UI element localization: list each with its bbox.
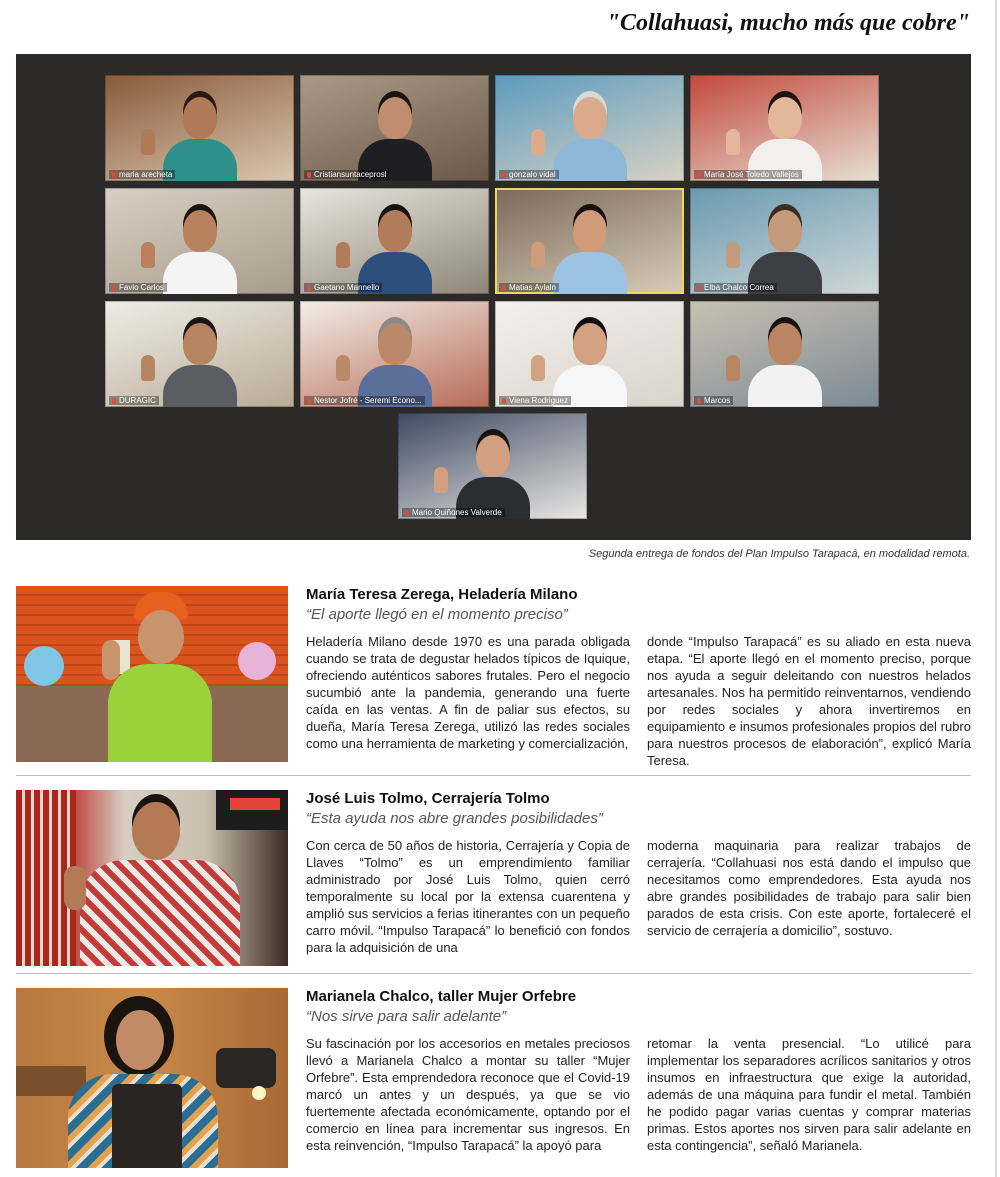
section-divider [16, 973, 971, 974]
participant-tile [495, 301, 684, 407]
profile-cerrajeria-tolmo [16, 790, 971, 970]
participant-name: Cristiansuntaceprosl [314, 170, 387, 179]
profile-name: María Teresa Zerega, Heladería Milano [306, 586, 578, 603]
mic-icon [697, 398, 701, 404]
profile-quote: “Nos sirve para salir adelante” [306, 1008, 507, 1025]
participant-name: Elba Chalco Correa [704, 283, 774, 292]
participant-figure [155, 311, 245, 407]
page-edge-rule [995, 0, 997, 1177]
participant-tile [105, 188, 294, 294]
profile-heladeria-milano [16, 586, 971, 766]
participant-figure [448, 423, 538, 519]
participant-name: Matias Aylaln [509, 283, 556, 292]
article-column-right: donde “Impulso Tarapacá” es su aliado en esta nueva etapa. “El aporte llegó en el momento preciso, porque nos ayuda a seguir deleitando con nuestros helados artesanales. Nos ha permitido reinventarnos, vendiendo por redes sociales y ahora invertiremos en equipamiento e insumos profesionales propios del rubro para nuestros procesos de elaboración”, explicó María Teresa. [647, 634, 971, 768]
mic-icon [307, 172, 311, 178]
participant-name: Gaetano Mannello [314, 283, 380, 292]
participant-tile [300, 75, 489, 181]
participant-figure [155, 198, 245, 294]
article-column-right: moderna maquinaria para realizar trabajos de cerrajería. “Collahuasi nos está dando el impulso que necesitamos como emprendedores. Esta ayuda nos abre grandes posibilidades de trabajo para salir bien parados de esta crisis. Con este aporte, fortaleceré el servicio de cerrajería a domicilio”, sostuvo. [647, 838, 971, 938]
participant-tile-active-speaker [495, 188, 684, 294]
participant-name: Favio Carlos [119, 283, 164, 292]
article-column-left: Heladería Milano desde 1970 es una parada obligada cuando se trata de degustar helados típicos de Iquique, ofreciendo auténticos sabores frutales. Pero el negocio sucumbió ante la pandemia, generando una fuerte caída en las ventas. A fin de paliar sus efectos, su dueña, María Teresa Zerega, utilizó las redes sociales como una herramienta de marketing y comercialización, [306, 634, 630, 751]
article-column-right: retomar la venta presencial. “Lo utilicé para implementar los separadores acrílicos sanitarios y otros insumos en infraestructura que exige la autoridad, además de una máquina para fundir el metal. También he podido pagar varias cuentas y comprar materias primas. Estos aportes nos sirven para salir adelante en esta contingencia”, señaló Marianela. [647, 1036, 971, 1153]
participant-tile [300, 301, 489, 407]
page-title: "Collahuasi, mucho más que cobre" [606, 10, 970, 36]
participant-name: maria arecheta [119, 170, 173, 179]
mic-icon [502, 398, 506, 404]
participant-figure [350, 198, 440, 294]
photo-caption: Segunda entrega de fondos del Plan Impulso Tarapacá, en modalidad remota. [588, 548, 970, 560]
mic-icon [112, 285, 116, 291]
participant-tile [690, 301, 879, 407]
participant-figure [740, 198, 830, 294]
profile-quote: “Esta ayuda nos abre grandes posibilidades” [306, 810, 603, 827]
profile-name: José Luis Tolmo, Cerrajería Tolmo [306, 790, 550, 807]
participant-tile [105, 301, 294, 407]
participant-tile [105, 75, 294, 181]
mic-icon [307, 398, 311, 404]
mic-icon [697, 285, 701, 291]
portrait-photo [16, 988, 288, 1168]
participant-name: Nestor Jofré - Seremi Econo... [314, 396, 422, 405]
participant-figure [545, 85, 635, 181]
participant-figure [545, 311, 635, 407]
participant-tile [300, 188, 489, 294]
portrait-photo [16, 790, 288, 966]
participant-name: Mario Quiñones Valverde [412, 508, 502, 517]
participant-figure [350, 85, 440, 181]
participant-figure [740, 311, 830, 407]
participant-figure [350, 311, 440, 407]
profile-name: Marianela Chalco, taller Mujer Orfebre [306, 988, 577, 1005]
video-call-photo [16, 54, 971, 540]
section-divider [16, 775, 971, 776]
participant-name: María José Toledo Vallejos [704, 170, 799, 179]
participant-tile [495, 75, 684, 181]
participant-tile [690, 188, 879, 294]
participant-name: gonzalo vidal [509, 170, 556, 179]
profile-quote: “El aporte llegó en el momento preciso” [306, 606, 568, 623]
mic-icon [697, 172, 701, 178]
participant-tile [690, 75, 879, 181]
mic-icon [502, 285, 506, 291]
mic-icon [112, 398, 116, 404]
participant-name: Viena Rodriguez [509, 396, 569, 405]
participant-figure [740, 85, 830, 181]
mic-icon [112, 172, 116, 178]
participant-figure [155, 85, 245, 181]
article-column-left: Con cerca de 50 años de historia, Cerrajería y Copia de Llaves “Tolmo” es un emprendimiento familiar administrado por José Luis Tolmo, quien cerró temporalmente su local por la extensa cuarentena y amplió sus servicios a ferias itinerantes con un pequeño carro móvil. “Impulso Tarapacá” lo benefició con fondos para la adquisición de una [306, 838, 630, 955]
profile-mujer-orfebre [16, 988, 971, 1170]
mic-icon [307, 285, 311, 291]
participant-name: DURAGIC [119, 396, 156, 405]
portrait-photo [16, 586, 288, 762]
mic-icon [502, 172, 506, 178]
participant-figure [545, 198, 635, 294]
participant-tile [398, 413, 587, 519]
participant-name: Marcos [704, 396, 731, 405]
article-column-left: Su fascinación por los accesorios en metales preciosos llevó a Marianela Chalco a montar su taller “Mujer Orfebre”. Esta emprendedora reconoce que el Covid-19 marcó un antes y un después, ya que se vio fuertemente afectada económicamente, optando por el comercio en línea para incrementar sus ingresos. En esta reinvención, “Impulso Tarapacá” la apoyó para [306, 1036, 630, 1153]
mic-icon [405, 510, 409, 516]
